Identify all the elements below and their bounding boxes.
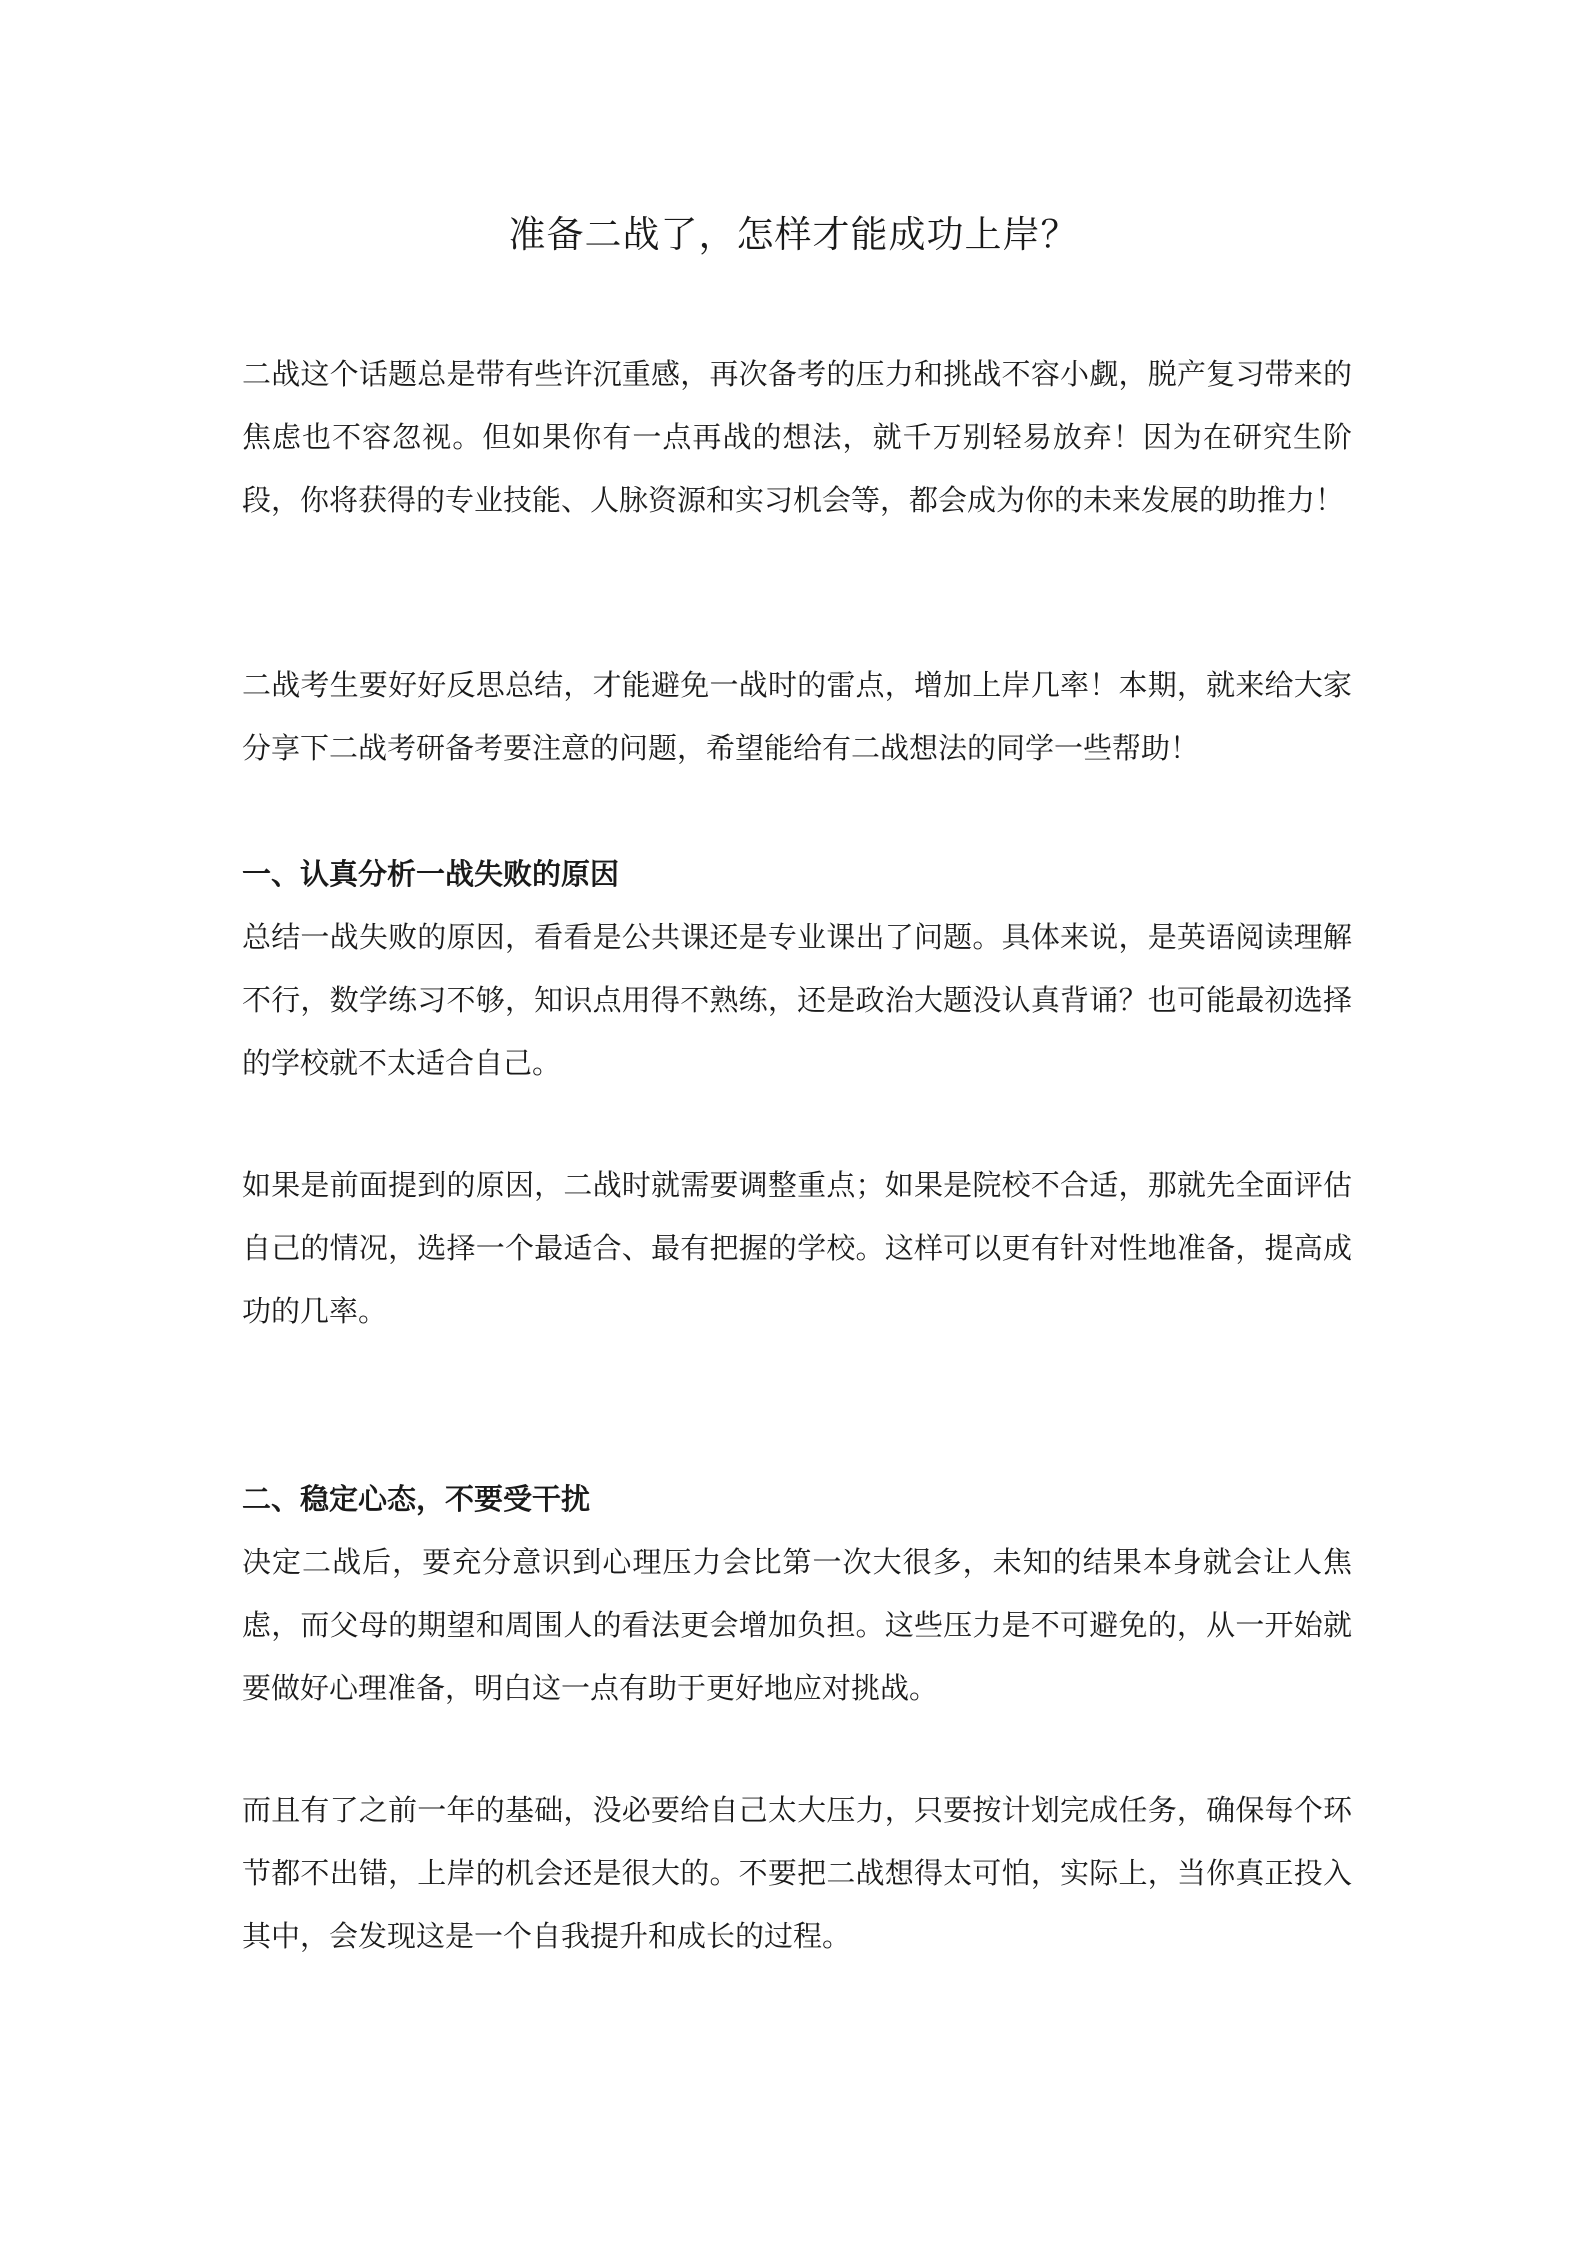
section-1-heading: 一、认真分析一战失败的原因 [242, 857, 620, 891]
section-2-paragraph-1: 决定二战后，要充分意识到心理压力会比第一次大很多，未知的结果本身就会让人焦虑，而父母的期望和周围人的看法更会增加负担。这些压力是不可避免的，从一开始就要做好心理准备，明白这一点有助于更好地应对挑战。 [242, 1545, 1352, 1705]
section-1-paragraph-2: 如果是前面提到的原因，二战时就需要调整重点；如果是院校不合适，那就先全面评估自己的情况，选择一个最适合、最有把握的学校。这样可以更有针对性地准备，提高成功的几率。 [242, 1168, 1352, 1328]
intro-paragraph-1: 二战这个话题总是带有些许沉重感，再次备考的压力和挑战不容小觑，脱产复习带来的焦虑也不容忽视。但如果你有一点再战的想法，就千万别轻易放弃！因为在研究生阶段，你将获得的专业技能、人脉资源和实习机会等，都会成为你的未来发展的助推力！ [242, 357, 1352, 517]
section-2-paragraph-2: 而且有了之前一年的基础，没必要给自己太大压力，只要按计划完成任务，确保每个环节都不出错，上岸的机会还是很大的。不要把二战想得太可怕，实际上，当你真正投入其中，会发现这是一个自我提升和成长的过程。 [242, 1793, 1352, 1953]
section-2-heading: 二、稳定心态，不要受干扰 [242, 1482, 591, 1516]
document-title: 准备二战了，怎样才能成功上岸？ [508, 213, 1079, 256]
section-1-paragraph-1: 总结一战失败的原因，看看是公共课还是专业课出了问题。具体来说，是英语阅读理解不行，数学练习不够，知识点用得不熟练，还是政治大题没认真背诵？也可能最初选择的学校就不太适合自己。 [242, 920, 1352, 1080]
intro-paragraph-2: 二战考生要好好反思总结，才能避免一战时的雷点，增加上岸几率！本期，就来给大家分享下二战考研备考要注意的问题，希望能给有二战想法的同学一些帮助！ [242, 668, 1352, 765]
